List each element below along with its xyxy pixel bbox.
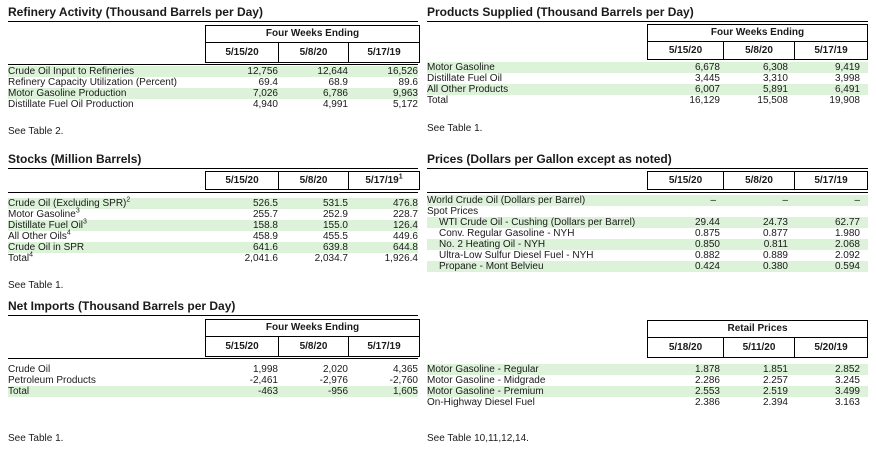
cell-value: 7,026 bbox=[252, 88, 278, 99]
cell-value: 644.8 bbox=[392, 242, 418, 253]
row-label bbox=[8, 220, 87, 231]
row-label: Ultra-Low Sulfur Diesel Fuel - NYH bbox=[439, 250, 594, 261]
table-note: See Table 10,11,12,14. bbox=[427, 433, 529, 444]
cell-value: 24.73 bbox=[762, 217, 788, 228]
cell-value: 2.068 bbox=[834, 239, 860, 250]
cell-value: 62.77 bbox=[834, 217, 860, 228]
footnote-marker: 3 bbox=[83, 218, 87, 226]
column-header-text: 5/17/19 bbox=[365, 175, 399, 186]
divider bbox=[427, 168, 868, 169]
cell-value: 0.875 bbox=[694, 228, 720, 239]
prices-header bbox=[647, 171, 868, 190]
row-label bbox=[8, 242, 84, 253]
row-label: Total bbox=[8, 386, 30, 397]
row-label-text: Distillate Fuel Oil bbox=[8, 220, 84, 231]
cell-value: -2,760 bbox=[389, 375, 418, 386]
cell-value: -463 bbox=[257, 386, 278, 397]
row-label: Total bbox=[427, 95, 449, 106]
column-header: 5/15/20 bbox=[225, 175, 259, 186]
group-header: Four Weeks Ending bbox=[206, 320, 419, 337]
cell-value: 2,041.6 bbox=[244, 253, 278, 264]
group-header: Four Weeks Ending bbox=[648, 25, 867, 42]
table-row bbox=[427, 84, 868, 95]
row-label: All Other Products bbox=[427, 84, 509, 95]
table-row bbox=[427, 364, 868, 375]
table-row bbox=[427, 386, 868, 397]
row-label: Crude Oil Input to Refineries bbox=[8, 66, 135, 77]
cell-value: 158.8 bbox=[252, 220, 278, 231]
row-label-text: All Other Oils bbox=[8, 231, 67, 242]
cell-value: 16,129 bbox=[689, 95, 720, 106]
cell-value: 458.9 bbox=[252, 231, 278, 242]
cell-value: 252.9 bbox=[322, 209, 348, 220]
cell-value: 455.5 bbox=[322, 231, 348, 242]
table-row bbox=[8, 375, 418, 386]
divider bbox=[8, 168, 418, 169]
cell-value: 155.0 bbox=[322, 220, 348, 231]
row-label: Motor Gasoline - Premium bbox=[427, 386, 544, 397]
cell-value: 228.7 bbox=[392, 209, 418, 220]
column-header: 5/15/20 bbox=[225, 341, 259, 352]
footnote-marker: 1 bbox=[398, 173, 403, 181]
cell-value: 3,998 bbox=[834, 73, 860, 84]
table-note: See Table 1. bbox=[427, 123, 483, 134]
cell-value: -2,461 bbox=[249, 375, 278, 386]
cell-value: 2.092 bbox=[834, 250, 860, 261]
divider bbox=[8, 64, 418, 65]
column-header: 5/11/20 bbox=[723, 337, 794, 358]
cell-value: 9,963 bbox=[392, 88, 418, 99]
cell-value: 641.6 bbox=[252, 242, 278, 253]
cell-value: -2,976 bbox=[319, 375, 348, 386]
table-row bbox=[427, 73, 868, 84]
cell-value: 0.882 bbox=[694, 250, 720, 261]
cell-value: 3,310 bbox=[762, 73, 788, 84]
cell-value: 6,007 bbox=[694, 84, 720, 95]
cell-value: – bbox=[710, 195, 716, 206]
row-label: Conv. Regular Gasoline - NYH bbox=[439, 228, 575, 239]
column-header: 5/15/20 bbox=[225, 47, 259, 58]
cell-value: 19,908 bbox=[829, 95, 860, 106]
net-imports-panel bbox=[8, 299, 418, 449]
column-header: 5/17/19 bbox=[348, 336, 419, 357]
row-label: Motor Gasoline bbox=[427, 62, 495, 73]
cell-value: 6,678 bbox=[694, 62, 720, 73]
refinery-header bbox=[205, 25, 420, 63]
cell-value: 0.811 bbox=[763, 239, 788, 250]
table-row bbox=[427, 95, 868, 106]
column-header: 5/17/19 bbox=[794, 172, 867, 189]
row-label: Motor Gasoline - Midgrade bbox=[427, 375, 546, 386]
cell-value: 2.386 bbox=[694, 397, 720, 408]
divider bbox=[427, 21, 868, 22]
cell-value: 3,445 bbox=[694, 73, 720, 84]
cell-value: 3.245 bbox=[834, 375, 860, 386]
divider bbox=[8, 192, 418, 193]
cell-value: -956 bbox=[327, 386, 348, 397]
cell-value: 5,891 bbox=[762, 84, 788, 95]
row-label-text: Crude Oil in SPR bbox=[8, 242, 85, 253]
row-label bbox=[8, 209, 80, 220]
group-header: Retail Prices bbox=[648, 321, 867, 338]
cell-value: 526.5 bbox=[252, 198, 278, 209]
footnote-marker: 4 bbox=[29, 251, 34, 259]
table-note: See Table 2. bbox=[8, 126, 64, 137]
footnote-marker: 4 bbox=[66, 229, 71, 237]
column-header: 5/18/20 bbox=[668, 342, 703, 353]
cell-value: 0.877 bbox=[762, 228, 788, 239]
cell-value: 531.5 bbox=[322, 198, 348, 209]
row-label: Propane - Mont Belvieu bbox=[439, 261, 544, 272]
cell-value: 4,940 bbox=[252, 99, 278, 110]
table-row bbox=[8, 364, 418, 375]
cell-value: – bbox=[782, 195, 788, 206]
stocks-header bbox=[205, 171, 420, 190]
row-label: WTI Crude Oil - Cushing (Dollars per Barrel) bbox=[439, 217, 636, 228]
net-imports-title: Net Imports (Thousand Barrels per Day) bbox=[8, 299, 236, 313]
cell-value: 4,991 bbox=[322, 99, 348, 110]
row-label: Refinery Capacity Utilization (Percent) bbox=[8, 77, 177, 88]
column-header: 5/8/20 bbox=[278, 336, 348, 357]
row-label bbox=[8, 231, 71, 242]
divider bbox=[8, 21, 418, 22]
table-row bbox=[8, 231, 418, 242]
column-header: 5/20/19 bbox=[794, 337, 867, 358]
net-imports-header bbox=[205, 319, 420, 357]
cell-value: 2.394 bbox=[762, 397, 788, 408]
cell-value: 2,034.7 bbox=[314, 253, 348, 264]
table-note: See Table 1. bbox=[8, 280, 64, 291]
table-row bbox=[8, 77, 418, 88]
cell-value: 2.553 bbox=[694, 386, 720, 397]
cell-value: 2.519 bbox=[762, 386, 788, 397]
cell-value: 2.852 bbox=[834, 364, 860, 375]
column-header: 5/8/20 bbox=[278, 42, 348, 63]
column-divider bbox=[421, 10, 422, 450]
cell-value: 16,526 bbox=[387, 66, 418, 77]
table-row bbox=[8, 253, 418, 264]
row-label-text: Motor Gasoline bbox=[8, 209, 76, 220]
cell-value: 126.4 bbox=[392, 220, 418, 231]
stocks-panel bbox=[8, 152, 418, 292]
cell-value: 0.594 bbox=[834, 261, 860, 272]
table-row bbox=[427, 206, 868, 217]
column-header: 5/8/20 bbox=[723, 172, 794, 189]
table-row bbox=[8, 88, 418, 99]
table-row bbox=[8, 66, 418, 77]
table-row bbox=[8, 99, 418, 110]
cell-value: – bbox=[854, 195, 860, 206]
row-label-text: Crude Oil (Excluding SPR) bbox=[8, 198, 127, 209]
column-header: 5/8/20 bbox=[723, 41, 794, 60]
cell-value: 29.44 bbox=[694, 217, 720, 228]
row-label: Distillate Fuel Oil bbox=[427, 73, 503, 84]
divider bbox=[427, 192, 868, 193]
row-label: Petroleum Products bbox=[8, 375, 96, 386]
cell-value: 1.980 bbox=[834, 228, 860, 239]
cell-value: 0.424 bbox=[694, 261, 720, 272]
divider bbox=[8, 358, 418, 359]
table-row bbox=[427, 397, 868, 408]
cell-value: 12,756 bbox=[247, 66, 278, 77]
prices-title: Prices (Dollars per Gallon except as noted) bbox=[427, 152, 672, 166]
table-row bbox=[427, 195, 868, 206]
cell-value: 449.6 bbox=[392, 231, 418, 242]
cell-value: 0.380 bbox=[762, 261, 788, 272]
table-row bbox=[427, 228, 868, 239]
prices-panel bbox=[427, 152, 868, 292]
table-row bbox=[427, 261, 868, 272]
table-row bbox=[8, 242, 418, 253]
cell-value: 1,605 bbox=[392, 386, 418, 397]
row-label: Motor Gasoline Production bbox=[8, 88, 127, 99]
table-row bbox=[427, 250, 868, 261]
cell-value: 255.7 bbox=[252, 209, 278, 220]
row-label-text: Total bbox=[8, 253, 30, 264]
cell-value: 2,020 bbox=[322, 364, 348, 375]
table-note: See Table 1. bbox=[8, 433, 64, 444]
cell-value: 1.851 bbox=[762, 364, 788, 375]
column-header: 5/15/20 bbox=[668, 45, 703, 56]
row-label bbox=[8, 198, 130, 209]
refinery-panel bbox=[8, 5, 418, 145]
cell-value: 5,172 bbox=[392, 99, 418, 110]
products-header bbox=[647, 24, 868, 60]
cell-value: 6,786 bbox=[322, 88, 348, 99]
row-label: On-Highway Diesel Fuel bbox=[427, 397, 535, 408]
divider bbox=[8, 315, 418, 316]
cell-value: 89.6 bbox=[398, 77, 418, 88]
table-row bbox=[427, 375, 868, 386]
cell-value: 0.889 bbox=[762, 250, 788, 261]
cell-value: 15,508 bbox=[757, 95, 788, 106]
row-label: Spot Prices bbox=[427, 206, 479, 217]
refinery-title: Refinery Activity (Thousand Barrels per Day) bbox=[8, 5, 263, 19]
products-panel bbox=[427, 5, 868, 145]
group-header: Four Weeks Ending bbox=[206, 26, 419, 43]
cell-value: 6,308 bbox=[762, 62, 788, 73]
cell-value: 639.8 bbox=[322, 242, 348, 253]
table-row bbox=[427, 239, 868, 250]
row-label: World Crude Oil (Dollars per Barrel) bbox=[427, 195, 586, 206]
cell-value: 6,491 bbox=[834, 84, 860, 95]
table-row bbox=[8, 386, 418, 397]
row-label: Motor Gasoline - Regular bbox=[427, 364, 539, 375]
cell-value: 68.9 bbox=[328, 77, 348, 88]
cell-value: 9,419 bbox=[834, 62, 860, 73]
table-row bbox=[8, 209, 418, 220]
column-header: 5/15/20 bbox=[668, 175, 703, 186]
cell-value: 0.850 bbox=[694, 239, 720, 250]
column-header: 5/8/20 bbox=[278, 172, 348, 189]
table-row bbox=[8, 198, 418, 209]
cell-value: 3.163 bbox=[834, 397, 860, 408]
stocks-title: Stocks (Million Barrels) bbox=[8, 152, 142, 166]
table-row bbox=[427, 217, 868, 228]
retail-header bbox=[647, 320, 868, 358]
retail-panel bbox=[427, 318, 868, 450]
column-header: 5/17/19 bbox=[348, 42, 419, 63]
cell-value: 4,365 bbox=[392, 364, 418, 375]
cell-value: 1,998 bbox=[252, 364, 278, 375]
row-label: No. 2 Heating Oil - NYH bbox=[439, 239, 546, 250]
row-label bbox=[8, 253, 33, 264]
table-row bbox=[427, 62, 868, 73]
products-title: Products Supplied (Thousand Barrels per Day) bbox=[427, 5, 694, 19]
cell-value: 69.4 bbox=[258, 77, 278, 88]
cell-value: 12,644 bbox=[317, 66, 348, 77]
cell-value: 476.8 bbox=[392, 198, 418, 209]
row-label: Distillate Fuel Oil Production bbox=[8, 99, 134, 110]
cell-value: 2.286 bbox=[694, 375, 720, 386]
footnote-marker: 3 bbox=[75, 207, 80, 215]
cell-value: 2.257 bbox=[762, 375, 788, 386]
column-header bbox=[348, 172, 419, 189]
footnote-marker: 2 bbox=[126, 196, 131, 204]
cell-value: 1,926.4 bbox=[384, 253, 418, 264]
row-label: Crude Oil bbox=[8, 364, 51, 375]
column-header: 5/17/19 bbox=[794, 41, 867, 60]
cell-value: 1.878 bbox=[694, 364, 720, 375]
cell-value: 3.499 bbox=[834, 386, 860, 397]
